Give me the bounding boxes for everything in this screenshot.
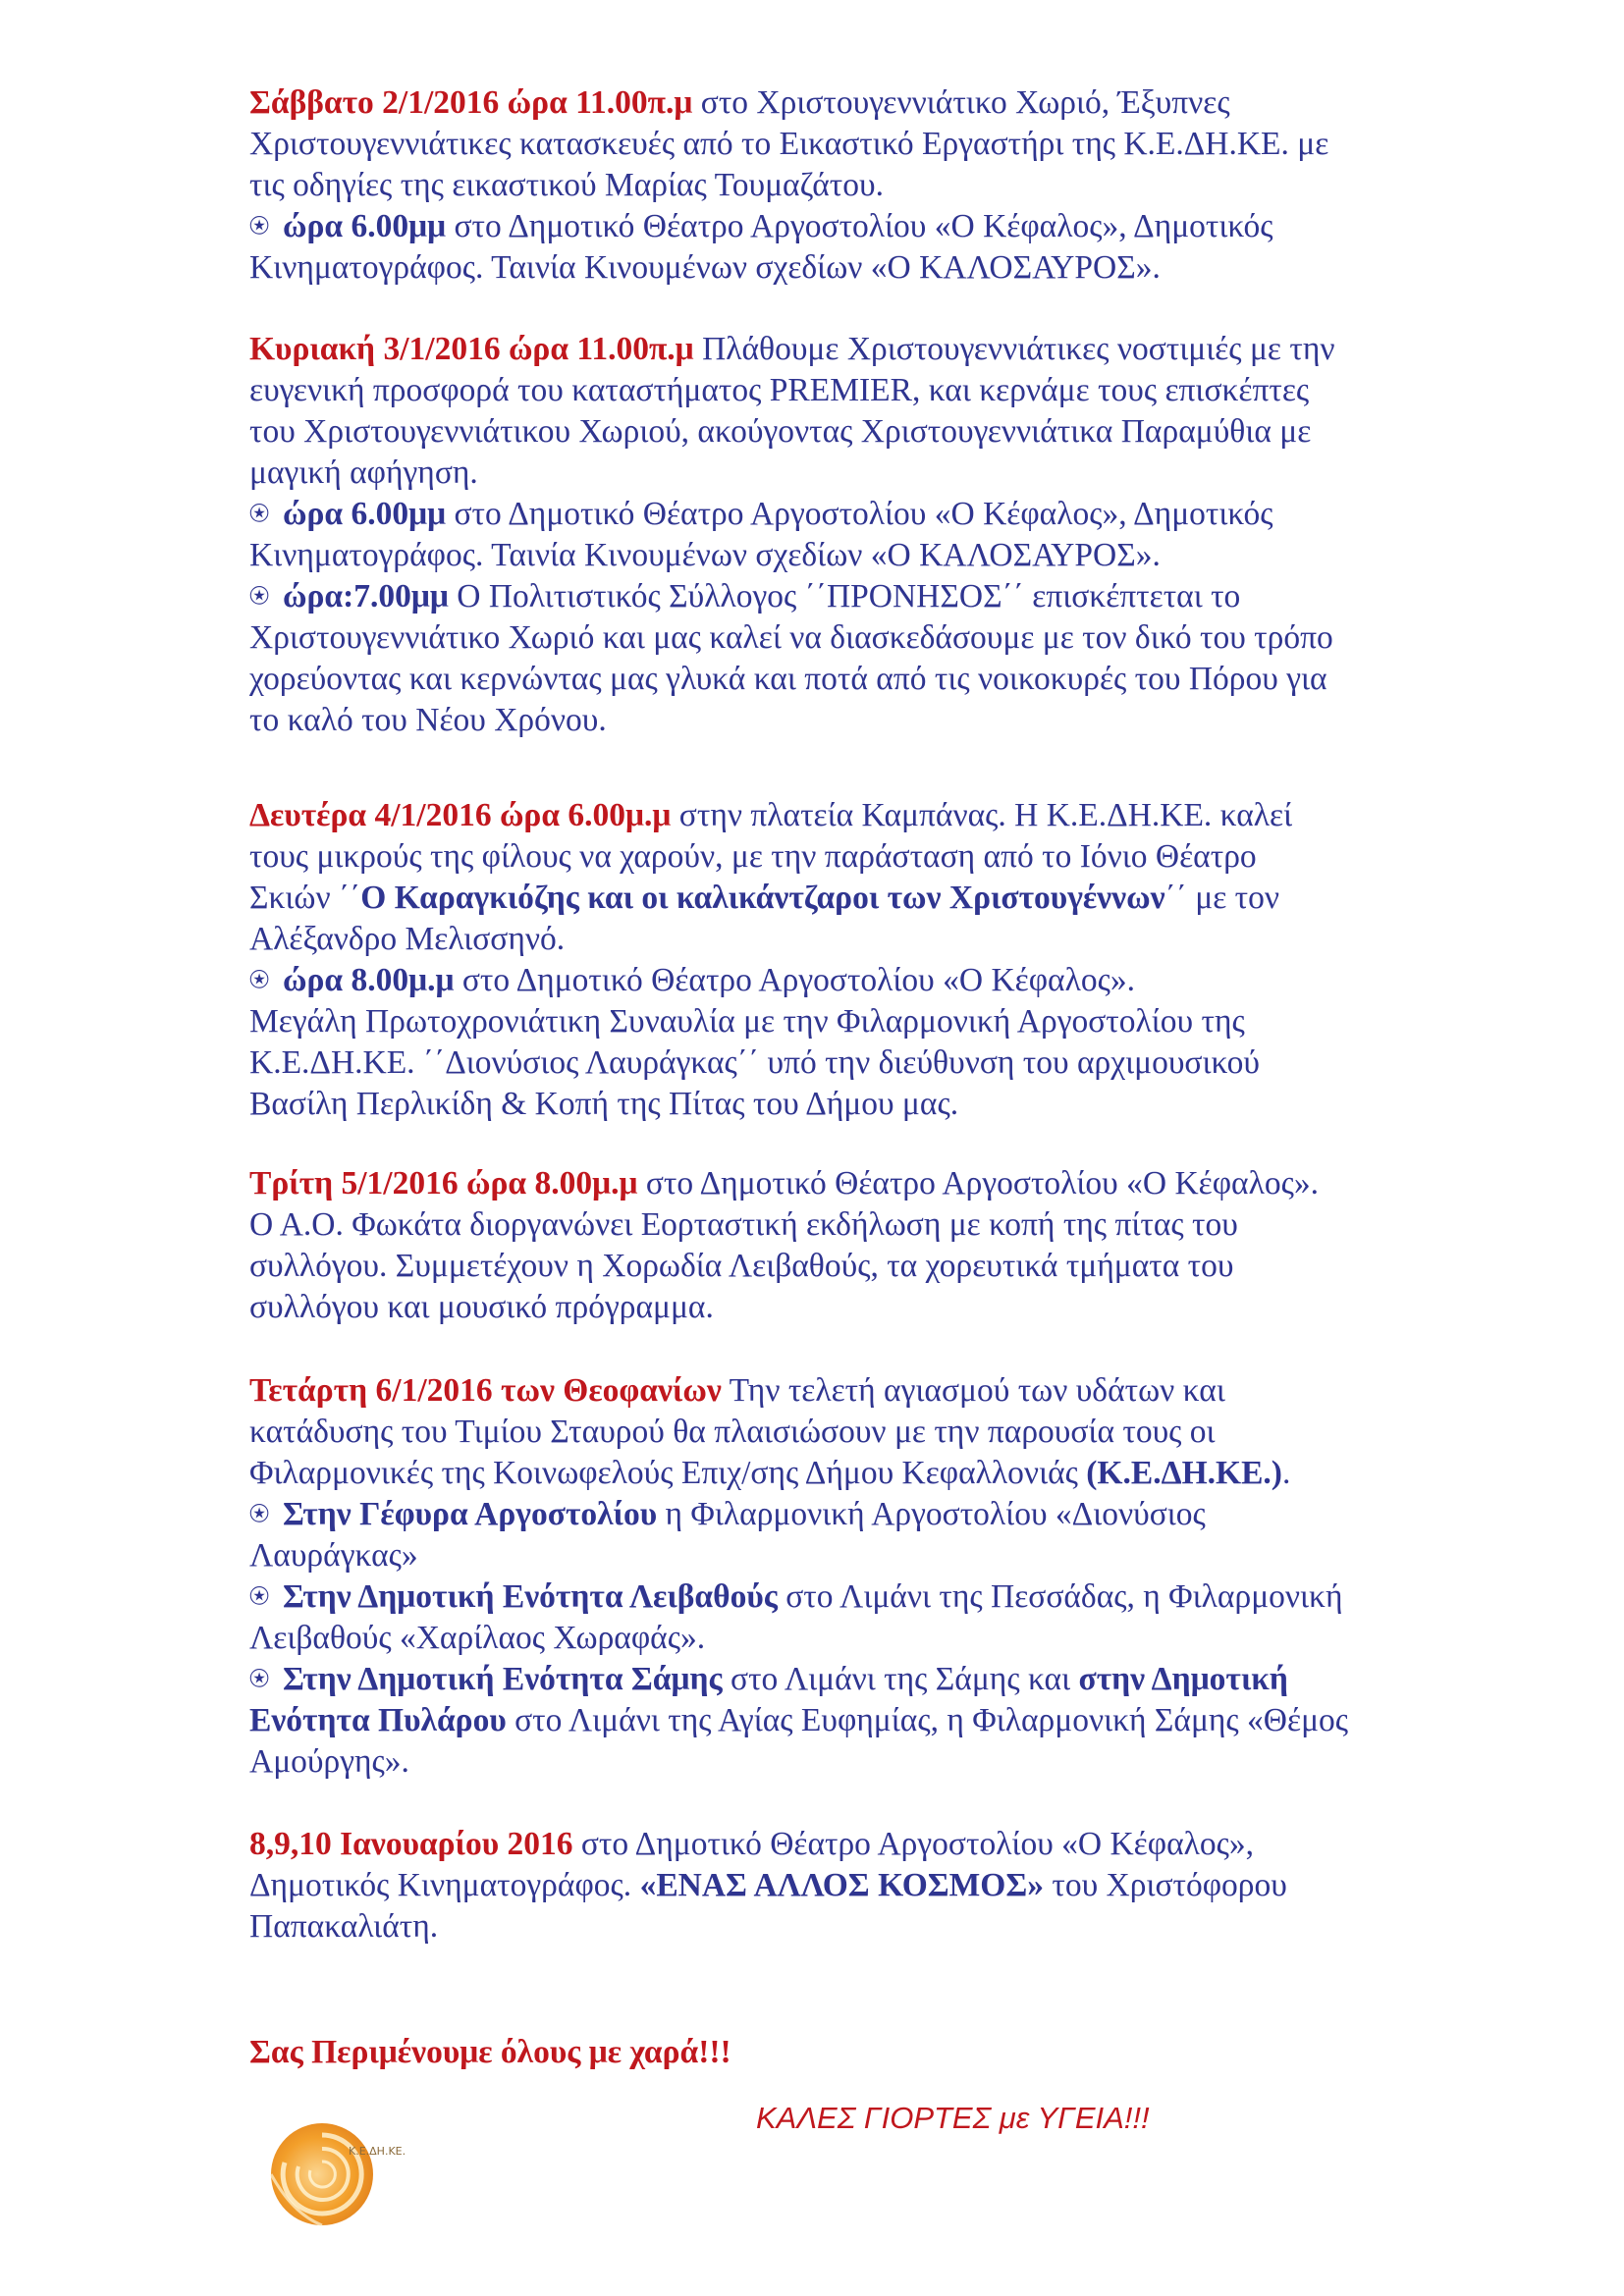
event-text: Στην Δημοτική Ενότητα Σάμης: [283, 1661, 723, 1697]
event-line: [249, 1494, 1457, 1535]
event-line: [249, 836, 1457, 878]
event-text: ευγενική προσφορά του καταστήματος PREMIER, και κερνάμε τους επισκέπτες: [249, 372, 1310, 408]
event-text: στο Χριστουγεννιάτικο Χωριό, Έξυπνες: [692, 84, 1230, 121]
event-line: [249, 1204, 1457, 1246]
star-bullet-icon: ⍟: [249, 496, 270, 532]
event-text: συλλόγου. Συμμετέχουν η Χορωδία Λειβαθούς, τα χορευτικά τμήματα του: [249, 1248, 1234, 1284]
event-text: .: [1281, 1455, 1291, 1491]
event-text: στο Δημοτικό Θέατρο Αργοστολίου «Ο Κέφαλος».: [454, 962, 1135, 998]
event-text: ώρα 8.00μ.μ: [283, 962, 455, 998]
event-text: Πλάθουμε Χριστουγεννιάτικες νοστιμιές με την: [693, 331, 1335, 367]
event-line: [249, 1370, 1457, 1412]
event-line: [249, 1659, 1457, 1700]
event-text: (Κ.Ε.ΔΗ.ΚΕ.): [1086, 1455, 1282, 1491]
event-line: [249, 659, 1457, 700]
closing-message: Σας Περιμένουμε όλους με χαρά!!!: [249, 2034, 731, 2070]
event-line: [249, 1163, 1457, 1204]
event-line: [249, 1246, 1457, 1287]
event-line: [249, 919, 1457, 960]
event-text: στο Λιμάνι της Σάμης και: [722, 1661, 1079, 1697]
event-text: Κινηματογράφος. Ταινία Κινουμένων σχεδίων «Ο ΚΑΛΟΣΑΥΡΟΣ».: [249, 537, 1161, 573]
event-text: Σκιών ΄΄: [249, 880, 361, 916]
event-line: [249, 1618, 1457, 1659]
event-text: Την τελετή αγιασμού των υδάτων και: [721, 1372, 1225, 1409]
event-line: [249, 795, 1457, 836]
event-line: [249, 453, 1457, 494]
event-line: [249, 411, 1457, 453]
event-line: [249, 370, 1457, 411]
event-text: στο Δημοτικό Θέατρο Αργοστολίου «Ο Κέφαλος»,: [572, 1826, 1255, 1862]
event-text: στην Δημοτική: [1078, 1661, 1288, 1697]
holiday-wish: ΚΑΛΕΣ ΓΙΟΡΤΕΣ με ΥΓΕΙΑ!!!: [756, 2101, 1150, 2135]
star-bullet-icon: ⍟: [249, 1496, 270, 1532]
event-text: Φιλαρμονικές της Κοινωφελούς Επιχ/σης Δήμου Κεφαλλονιάς: [249, 1455, 1087, 1491]
event-text: «ΕΝΑΣ ΑΛΛΟΣ ΚΟΣΜΟΣ»: [639, 1867, 1044, 1903]
event-line: [249, 165, 1457, 206]
event-saturday: [249, 82, 1457, 289]
event-cinema-january: [249, 1824, 1457, 1948]
event-text: Μεγάλη Πρωτοχρονιάτικη Συναυλία με την Φιλαρμονική Αργοστολίου της: [249, 1003, 1245, 1040]
event-text: Αμούργης».: [249, 1743, 409, 1780]
event-text: τους μικρούς της φίλους να χαρούν, με την παράσταση από το Ιόνιο Θέατρο: [249, 838, 1257, 875]
event-text: Στην Γέφυρα Αργοστολίου: [283, 1496, 658, 1532]
event-text: του Χριστουγεννιάτικου Χωριού, ακούγοντας Χριστουγεννιάτικα Παραμύθια με: [249, 413, 1312, 450]
event-line: [249, 82, 1457, 124]
event-text: Στην Δημοτική Ενότητα Λειβαθούς: [283, 1578, 778, 1615]
event-line: [249, 124, 1457, 165]
event-text: Τρίτη 5/1/2016 ώρα 8.00μ.μ: [249, 1165, 638, 1201]
star-bullet-icon: ⍟: [249, 1578, 270, 1615]
event-line: [249, 1700, 1457, 1741]
event-text: Κυριακή 3/1/2016 ώρα 11.00π.μ: [249, 331, 694, 367]
event-text: στο Δημοτικό Θέατρο Αργοστολίου «Ο Κέφαλος», Δημοτικός: [446, 208, 1273, 244]
event-text: Σάββατο 2/1/2016 ώρα 11.00π.μ: [249, 84, 693, 121]
event-text: Βασίλη Περλικίδη & Κοπή της Πίτας του Δήμου μας.: [249, 1086, 959, 1122]
event-text: Κ.Ε.ΔΗ.ΚΕ. ΄΄Διονύσιος Λαυράγκας΄΄ υπό την διεύθυνση του αρχιμουσικού: [249, 1044, 1260, 1081]
event-text: Χριστουγεννιάτικες κατασκευές από το Εικαστικό Εργαστήρι της Κ.Ε.ΔΗ.ΚΕ. με: [249, 126, 1329, 162]
event-text: Ο Α.Ο. Φωκάτα διοργανώνει Εορταστική εκδήλωση με κοπή της πίτας του: [249, 1206, 1238, 1243]
event-line: [249, 1001, 1457, 1042]
star-bullet-icon: ⍟: [249, 1661, 270, 1697]
event-text: Χριστουγεννιάτικο Χωριό και μας καλεί να διασκεδάσουμε με τον δικό του τρόπο: [249, 619, 1333, 656]
event-sunday: [249, 329, 1457, 741]
event-monday: [249, 795, 1457, 1125]
event-text: συλλόγου και μουσικό πρόγραμμα.: [249, 1289, 714, 1325]
event-text: κατάδυσης του Τιμίου Σταυρού θα πλαισιώσουν με την παρουσία τους οι: [249, 1414, 1216, 1450]
star-bullet-icon: ⍟: [249, 208, 270, 244]
event-text: Κινηματογράφος. Ταινία Κινουμένων σχεδίων «Ο ΚΑΛΟΣΑΥΡΟΣ».: [249, 249, 1161, 286]
star-bullet-icon: ⍟: [249, 962, 270, 998]
event-text: ΄΄ με τον: [1164, 880, 1280, 916]
event-text: ώρα 6.00μμ: [283, 496, 447, 532]
event-text: η Φιλαρμονική Αργοστολίου «Διονύσιος: [657, 1496, 1206, 1532]
event-text: στο Λιμάνι της Αγίας Ευφημίας, η Φιλαρμονική Σάμης «Θέμος: [506, 1702, 1349, 1738]
event-line: [249, 960, 1457, 1001]
event-text: Αλέξανδρο Μελισσηνό.: [249, 921, 566, 957]
event-line: [249, 206, 1457, 247]
event-line: [249, 617, 1457, 659]
event-line: [249, 1576, 1457, 1618]
event-line: [249, 1287, 1457, 1328]
event-text: Ο Καραγκιόζης και οι καλικάντζαροι των Χριστουγέννων: [360, 880, 1165, 916]
event-line: [249, 1412, 1457, 1453]
event-text: 8,9,10 Ιανουαρίου 2016: [249, 1826, 573, 1862]
event-line: [249, 700, 1457, 741]
event-text: Τετάρτη 6/1/2016 των Θεοφανίων: [249, 1372, 722, 1409]
event-line: [249, 535, 1457, 576]
event-text: Λειβαθούς «Χαρίλαος Χωραφάς».: [249, 1620, 706, 1656]
kediké-shell-logo-icon: [263, 2106, 401, 2233]
event-text: χορεύοντας και κερνώντας μας γλυκά και ποτά από τις νοικοκυρές του Πόρου για: [249, 661, 1327, 697]
event-text: ώρα 6.00μμ: [283, 208, 447, 244]
event-text: στο Δημοτικό Θέατρο Αργοστολίου «Ο Κέφαλος».: [637, 1165, 1319, 1201]
event-line: [249, 1824, 1457, 1865]
event-line: [249, 494, 1457, 535]
event-line: [249, 1535, 1457, 1576]
event-line: [249, 878, 1457, 919]
event-text: του Χριστόφορου: [1043, 1867, 1287, 1903]
event-text: τις οδηγίες της εικαστικού Μαρίας Τουμαζάτου.: [249, 167, 884, 203]
event-text: Λαυράγκας»: [249, 1537, 418, 1574]
event-text: Δημοτικός Κινηματογράφος.: [249, 1867, 640, 1903]
event-line: [249, 576, 1457, 617]
event-text: μαγική αφήγηση.: [249, 454, 478, 491]
event-tuesday: [249, 1163, 1457, 1328]
event-text: ώρα:7.00μμ: [283, 578, 449, 614]
event-wednesday-theophany: [249, 1370, 1457, 1783]
event-line: [249, 1084, 1457, 1125]
event-line: [249, 329, 1457, 370]
event-text: στο Δημοτικό Θέατρο Αργοστολίου «Ο Κέφαλος», Δημοτικός: [446, 496, 1273, 532]
logo-label: Κ.Ε.ΔΗ.ΚΕ.: [349, 2145, 406, 2158]
event-line: [249, 1865, 1457, 1906]
event-text: το καλό του Νέου Χρόνου.: [249, 702, 607, 738]
event-text: στο Λιμάνι της Πεσσάδας, η Φιλαρμονική: [777, 1578, 1343, 1615]
event-text: Δευτέρα 4/1/2016 ώρα 6.00μ.μ: [249, 797, 672, 833]
star-bullet-icon: ⍟: [249, 578, 270, 614]
event-text: Παπακαλιάτη.: [249, 1908, 439, 1945]
event-text: Ο Πολιτιστικός Σύλλογος ΄΄ΠΡΟΝΗΣΟΣ΄΄ επισκέπτεται το: [448, 578, 1241, 614]
event-line: [249, 1741, 1457, 1783]
event-text: Ενότητα Πυλάρου: [249, 1702, 507, 1738]
event-line: [249, 1906, 1457, 1948]
event-line: [249, 1453, 1457, 1494]
event-text: στην πλατεία Καμπάνας. Η Κ.Ε.ΔΗ.ΚΕ. καλεί: [671, 797, 1293, 833]
event-line: [249, 247, 1457, 289]
event-line: [249, 1042, 1457, 1084]
